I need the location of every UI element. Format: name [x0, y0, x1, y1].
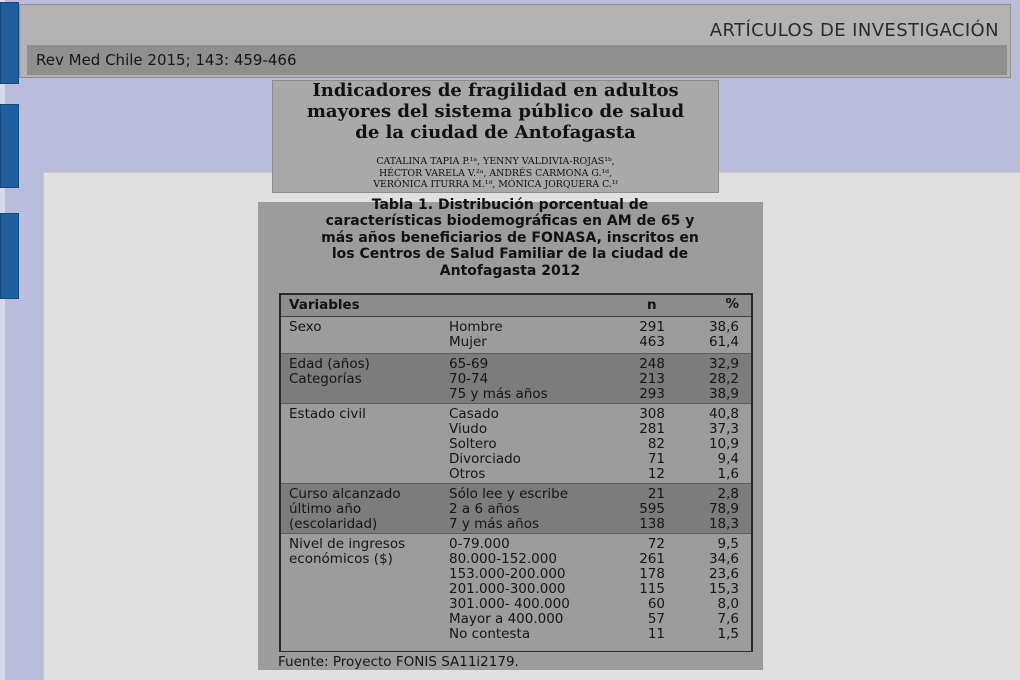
- n-cell: 281: [639, 421, 665, 437]
- table-group-estado-civil: [281, 403, 751, 483]
- percent-cell: 9,4: [717, 451, 739, 467]
- n-cell: 293: [639, 386, 665, 402]
- variable-name-line: Edad (años): [289, 356, 370, 372]
- article-title-line: Indicadores de fragilidad en adultos: [312, 80, 679, 101]
- n-cell: 60: [647, 596, 665, 612]
- category-cell: 153.000-200.000: [449, 566, 566, 582]
- article-title-line: de la ciudad de Antofagasta: [355, 122, 636, 143]
- header-n: n: [647, 297, 657, 313]
- variable-name-line: económicos ($): [289, 551, 393, 568]
- percent-cell: 34,6: [708, 551, 739, 567]
- article-title: [273, 80, 718, 143]
- table-caption-line: Antofagasta 2012: [439, 262, 581, 279]
- category-cell: Otros: [449, 466, 486, 482]
- category-cell: 75 y más años: [449, 386, 548, 402]
- variable-name-line: Curso alcanzado: [289, 486, 401, 502]
- category-cell: Mujer: [449, 334, 487, 350]
- author-line: CATALINA TAPIA P.¹ᵃ, YENNY VALDIVIA-ROJAS¹ᵇ,: [376, 156, 615, 167]
- table-group-ingresos: [281, 533, 751, 651]
- variable-name-line: Nivel de ingresos: [289, 536, 406, 552]
- percent-cell: 23,6: [708, 566, 739, 582]
- category-cell: Mayor a 400.000: [449, 611, 564, 627]
- variable-name-line: Sexo: [289, 319, 322, 335]
- n-cell: 11: [647, 626, 665, 642]
- percent-cell: 1,5: [717, 626, 739, 642]
- category-cell: Sólo lee y escribe: [449, 486, 569, 502]
- category-cell: 0-79.000: [449, 536, 510, 552]
- category-cell: No contesta: [449, 626, 531, 642]
- percent-cell: 28,2: [708, 371, 739, 387]
- n-cell: 115: [639, 581, 665, 597]
- percent-cell: 32,9: [708, 356, 739, 372]
- category-cell: Divorciado: [449, 451, 521, 467]
- percent-cell: 37,3: [708, 421, 739, 437]
- percent-cell: 15,3: [708, 581, 739, 597]
- table-caption-line: más años beneficiarios de FONASA, inscritos en: [321, 229, 699, 246]
- side-accent-bar-1: [0, 2, 19, 84]
- variable-name-line: Categorías: [289, 371, 362, 388]
- table-group-escolaridad: [281, 483, 751, 533]
- category-cell: 201.000-300.000: [449, 581, 566, 597]
- n-cell: 178: [639, 566, 665, 582]
- journal-header: [19, 4, 1011, 78]
- n-cell: 308: [639, 406, 665, 422]
- table-source-note: Fuente: Proyecto FONIS SA11i2179.: [278, 654, 519, 670]
- n-cell: 21: [647, 486, 665, 502]
- variable-name-line: (escolaridad): [289, 516, 378, 533]
- percent-cell: 10,9: [708, 436, 739, 452]
- table-caption-line: características biodemográficas en AM de 65 y: [325, 213, 695, 230]
- percent-cell: 40,8: [708, 406, 739, 422]
- side-accent-bar-3: [0, 213, 19, 299]
- n-cell: 291: [639, 319, 665, 335]
- header-variables: Variables: [289, 297, 360, 313]
- percent-cell: 18,3: [708, 516, 739, 532]
- n-cell: 12: [647, 466, 665, 482]
- table-figure: [258, 197, 763, 670]
- table-group-edad: [281, 353, 751, 403]
- percent-cell: 38,6: [708, 319, 739, 335]
- category-cell: Casado: [449, 406, 499, 422]
- variable-name: [289, 487, 401, 533]
- category-cell: 80.000-152.000: [449, 551, 557, 567]
- article-title-line: mayores del sistema público de salud: [306, 101, 685, 122]
- table-caption: [270, 197, 750, 279]
- percent-cell: 9,5: [717, 536, 739, 552]
- percent-cell: 1,6: [717, 466, 739, 482]
- n-cell: 595: [639, 501, 665, 517]
- category-cell: 70-74: [449, 371, 489, 387]
- category-cell: 7 y más años: [449, 516, 540, 532]
- variable-name: [289, 537, 405, 567]
- n-cell: 138: [639, 516, 665, 532]
- category-cell: Soltero: [449, 436, 497, 452]
- variable-name-line: último año: [289, 501, 362, 518]
- author-list: [273, 156, 718, 191]
- percent-cell: 7,6: [717, 611, 739, 627]
- table-group-sexo: [281, 317, 751, 352]
- category-cell: Viudo: [449, 421, 488, 437]
- journal-citation: Rev Med Chile 2015; 143: 459-466: [36, 51, 297, 69]
- table-caption-line: Tabla 1. Distribución porcentual de: [371, 197, 649, 213]
- n-cell: 248: [639, 356, 665, 372]
- n-cell: 213: [639, 371, 665, 387]
- variable-name-line: Estado civil: [289, 406, 366, 422]
- article-title-box: [272, 80, 719, 193]
- variable-name: [289, 407, 366, 422]
- percent-cell: 61,4: [708, 334, 739, 350]
- variable-name: [289, 320, 321, 335]
- author-line: VERÓNICA ITURRA M.¹ᵈ, MÓNICA JORQUERA C.¹ᶠ: [373, 179, 618, 190]
- category-cell: 301.000- 400.000: [449, 596, 570, 612]
- n-cell: 72: [647, 536, 665, 552]
- category-cell: 2 a 6 años: [449, 501, 520, 517]
- percent-cell: 8,0: [717, 596, 739, 612]
- n-cell: 71: [647, 451, 665, 467]
- category-cell: Hombre: [449, 319, 503, 335]
- n-cell: 463: [639, 334, 665, 350]
- table-caption-line: los Centros de Salud Familiar de la ciudad de: [331, 246, 689, 263]
- citation-band: [27, 45, 1007, 75]
- table-header-row: [281, 295, 751, 317]
- variable-name: [289, 357, 370, 387]
- n-cell: 82: [647, 436, 665, 452]
- category-cell: 65-69: [449, 356, 489, 372]
- header-percent: %: [725, 296, 739, 312]
- percent-cell: 2,8: [717, 486, 739, 502]
- side-accent-bar-2: [0, 104, 19, 188]
- percent-cell: 78,9: [708, 501, 739, 517]
- n-cell: 57: [647, 611, 665, 627]
- data-table: [279, 293, 753, 652]
- section-title: ARTÍCULOS DE INVESTIGACIÓN: [709, 20, 999, 41]
- author-line: HÉCTOR VARELA V.²ᵃ, ANDRÉS CARMONA G.¹ᵈ,: [378, 167, 613, 179]
- left-edge-strip: [0, 0, 5, 680]
- n-cell: 261: [639, 551, 665, 567]
- percent-cell: 38,9: [708, 386, 739, 402]
